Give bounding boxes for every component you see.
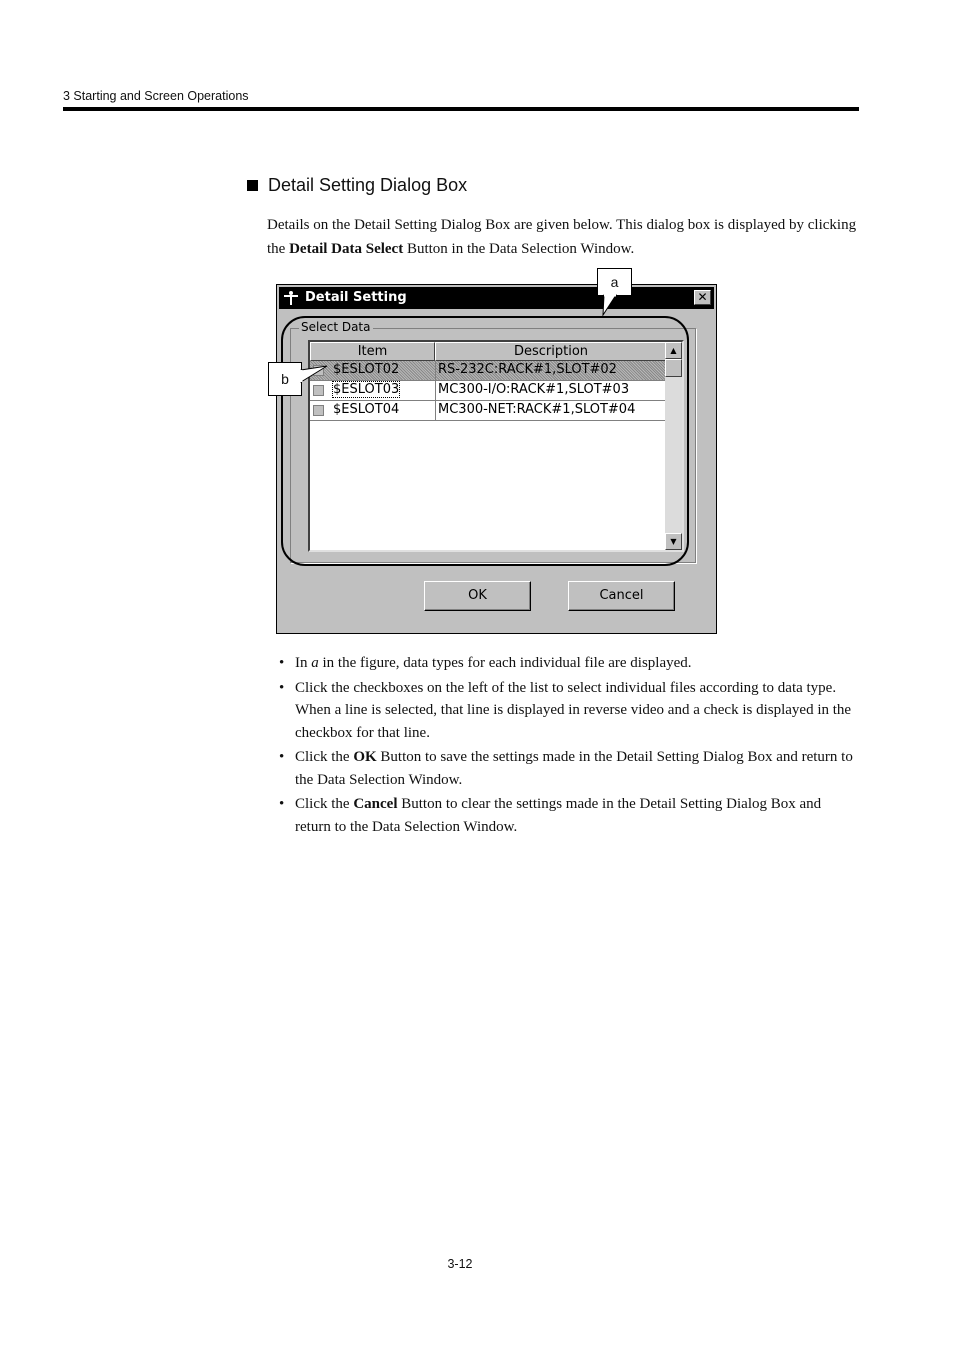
- running-header: 3 Starting and Screen Operations: [63, 89, 249, 103]
- list-row-eslot03[interactable]: [310, 381, 667, 401]
- section-title: Detail Setting Dialog Box: [268, 175, 468, 195]
- column-header-description[interactable]: Description: [435, 342, 667, 361]
- callout-a-pointer: [598, 294, 622, 318]
- list-row-eslot02[interactable]: [310, 361, 667, 381]
- callout-b-pointer: [300, 362, 330, 392]
- list-item: [278, 746, 860, 791]
- intro-text-1: Details on the Detail Setting Dialog Box are given below. This dialog box is displayed by clicking the: [267, 217, 857, 257]
- list-item: [278, 677, 860, 745]
- ok-button[interactable]: OK: [424, 581, 531, 611]
- square-bullet-icon: [247, 180, 258, 191]
- item-cell: [310, 401, 436, 420]
- group-label: Select Data: [301, 320, 371, 334]
- close-icon: ✕: [697, 290, 708, 304]
- callout-b: b: [268, 362, 302, 396]
- b1-post: in the figure, data types for each individual file are displayed.: [318, 655, 692, 671]
- header-rule: [63, 107, 859, 111]
- dialog-title: Detail Setting: [305, 290, 407, 305]
- item-text: $ESLOT02: [333, 362, 400, 377]
- page-number: 3-12: [447, 1257, 473, 1271]
- b1-em: a: [311, 655, 319, 671]
- data-list[interactable]: [308, 340, 684, 552]
- callout-a: a: [597, 268, 632, 296]
- item-text: $ESLOT03: [333, 382, 400, 397]
- scroll-down-button[interactable]: [665, 533, 682, 550]
- list-row-eslot04[interactable]: [310, 401, 667, 421]
- close-button[interactable]: [694, 290, 711, 305]
- b3-bold: OK: [353, 749, 377, 765]
- intro-paragraph: [267, 213, 857, 261]
- arrow-down-icon: ▼: [670, 537, 677, 546]
- description-text: MC300-I/O:RACK#1,SLOT#03: [438, 382, 630, 397]
- description-text: MC300-NET:RACK#1,SLOT#04: [438, 402, 636, 417]
- b2-text: Click the checkboxes on the left of the list to select individual files according to data type. When a line is selected, that line is displayed in reverse video and a check is displayed in the checkbox for that line.: [295, 679, 852, 741]
- row-checkbox[interactable]: [313, 405, 324, 416]
- detail-setting-dialog: [276, 284, 717, 634]
- list-item: [278, 652, 860, 675]
- b1-pre: In: [295, 655, 312, 671]
- list-item: [278, 793, 860, 838]
- intro-bold: Detail Data Select: [289, 241, 404, 257]
- intro-text-2: Button in the Data Selection Window.: [403, 241, 635, 257]
- vertical-scrollbar[interactable]: [665, 342, 682, 550]
- item-text: $ESLOT04: [333, 402, 400, 417]
- bullet-list: [278, 652, 860, 840]
- b3-post: Button to save the settings made in the Detail Setting Dialog Box and return to the Data Selection Window.: [295, 749, 853, 788]
- b3-pre: Click the: [295, 749, 354, 765]
- app-icon: [283, 290, 299, 306]
- arrow-up-icon: ▲: [670, 346, 677, 355]
- b4-pre: Click the: [295, 796, 354, 812]
- b4-post: Button to clear the settings made in the Detail Setting Dialog Box and return to the Data Selection Window.: [295, 796, 822, 835]
- cancel-button[interactable]: Cancel: [568, 581, 675, 611]
- column-header-item[interactable]: Item: [310, 342, 435, 361]
- description-text: RS-232C:RACK#1,SLOT#02: [438, 362, 617, 377]
- scroll-thumb[interactable]: [665, 359, 682, 377]
- scroll-up-button[interactable]: [665, 342, 682, 359]
- dialog-titlebar: [279, 287, 714, 309]
- b4-bold: Cancel: [353, 796, 398, 812]
